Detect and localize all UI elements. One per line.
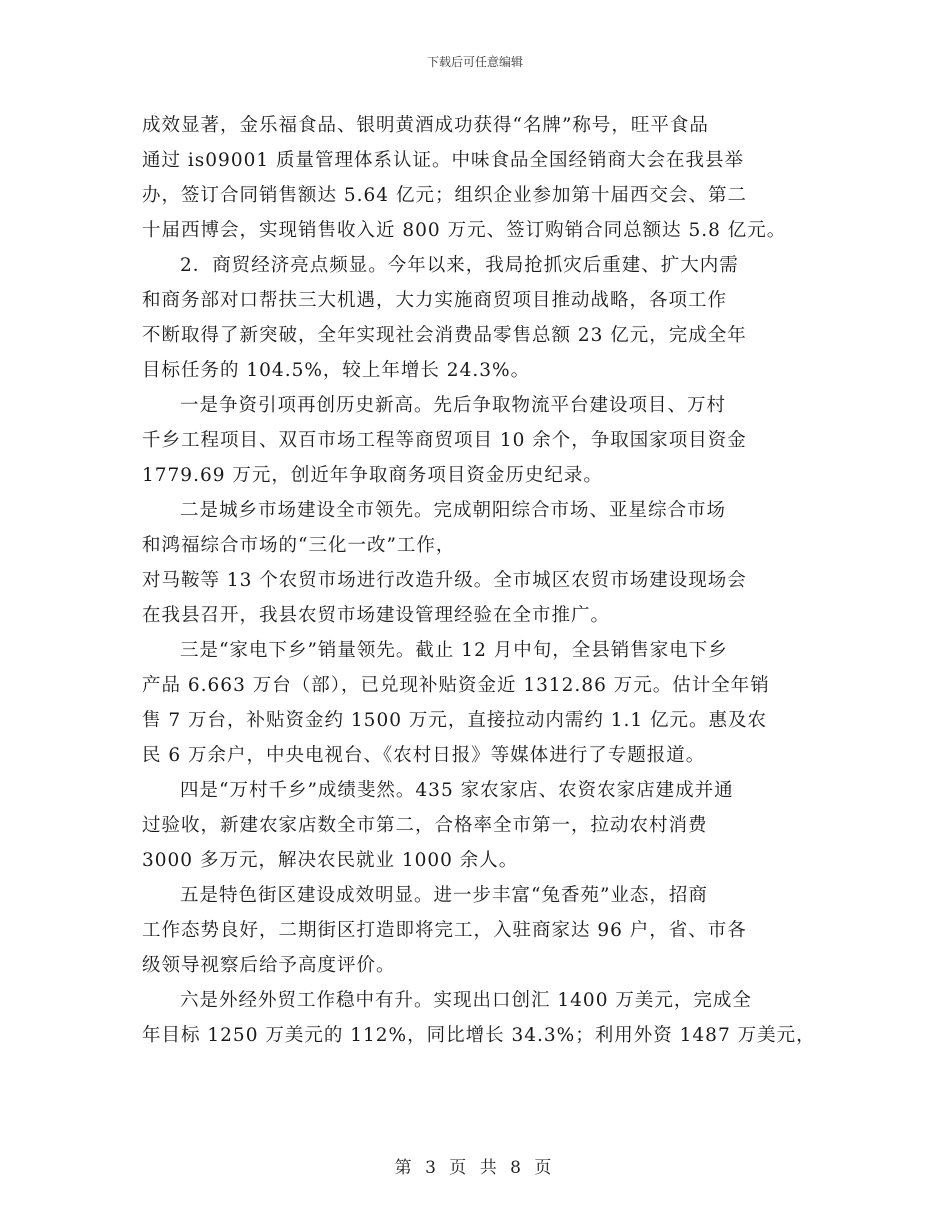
- text-line: 一是争资引项再创历史新高。先后争取物流平台建设项目、万村: [180, 395, 727, 416]
- text-line: 目标任务的 104.5%，较上年增长 24.3%。: [142, 360, 531, 381]
- text-line: 三是“家电下乡”销量领先。截止 12 月中旬，全县销售家电下乡: [180, 640, 728, 661]
- text-line: 2．商贸经济亮点频显。今年以来，我局抢抓灾后重建、扩大内需: [180, 255, 739, 276]
- text-line: 成效显著，金乐福食品、银明黄酒成功获得“名牌”称号，旺平食品: [142, 115, 709, 136]
- text-line: 级领导视察后给予高度评价。: [142, 955, 396, 976]
- text-line: 办，签订合同销售额达 5.64 亿元；组织企业参加第十届西交会、第二: [142, 185, 747, 206]
- text-line: 十届西博会，实现销售收入近 800 万元、签订购销合同总额达 5.8 亿元。: [142, 220, 787, 241]
- text-line: 六是外经外贸工作稳中有升。实现出口创汇 1400 万美元，完成全: [180, 990, 752, 1011]
- text-line: 3000 多万元，解决农民就业 1000 余人。: [142, 850, 519, 871]
- text-line: 民 6 万余户，中央电视台、《农村日报》等媒体进行了专题报道。: [142, 745, 706, 766]
- text-line: 千乡工程项目、双百市场工程等商贸项目 10 余个，争取国家项目资金: [142, 430, 747, 451]
- text-line: 过验收，新建农家店数全市第二，合格率全市第一，拉动农村消费: [142, 815, 708, 836]
- text-line: 不断取得了新突破，全年实现社会消费品零售总额 23 亿元，完成全年: [142, 325, 747, 346]
- page-header: 下载后可任意编辑: [426, 55, 523, 69]
- text-line: 和商务部对口帮扶三大机遇，大力实施商贸项目推动战略，各项工作: [142, 290, 728, 311]
- text-line: 二是城乡市场建设全市领先。完成朝阳综合市场、亚星综合市场: [180, 500, 727, 521]
- text-line: 产品 6.663 万台（部），已兑现补贴资金近 1312.86 万元。估计全年销: [142, 675, 770, 696]
- text-line: 通过 is09001 质量管理体系认证。中味食品全国经销商大会在我县举: [142, 150, 745, 171]
- text-line: 年目标 1250 万美元的 112%，同比增长 34.3%；利用外资 1487 万美元，: [142, 1025, 816, 1046]
- body-text: [142, 108, 832, 1053]
- text-line: 和鸿福综合市场的“三化一改”工作，: [142, 535, 456, 556]
- text-line: 五是特色街区建设成效明显。进一步丰富“兔香苑”业态，招商: [180, 885, 708, 906]
- text-line: 1779.69 万元，创近年争取商务项目资金历史纪录。: [142, 465, 603, 486]
- text-line: 对马鞍等 13 个农贸市场进行改造升级。全市城区农贸市场建设现场会: [142, 570, 747, 591]
- page-footer: 第 3 页 共 8 页: [394, 1158, 556, 1178]
- text-line: 工作态势良好，二期街区打造即将完工，入驻商家达 96 户，省、市各: [142, 920, 747, 941]
- text-line: 在我县召开，我县农贸市场建设管理经验在全市推广。: [142, 605, 611, 626]
- text-line: 四是“万村千乡”成绩斐然。435 家农家店、农资农家店建成并通: [180, 780, 734, 801]
- text-line: 售 7 万台，补贴资金约 1500 万元，直接拉动内需约 1.1 亿元。惠及农: [142, 710, 768, 731]
